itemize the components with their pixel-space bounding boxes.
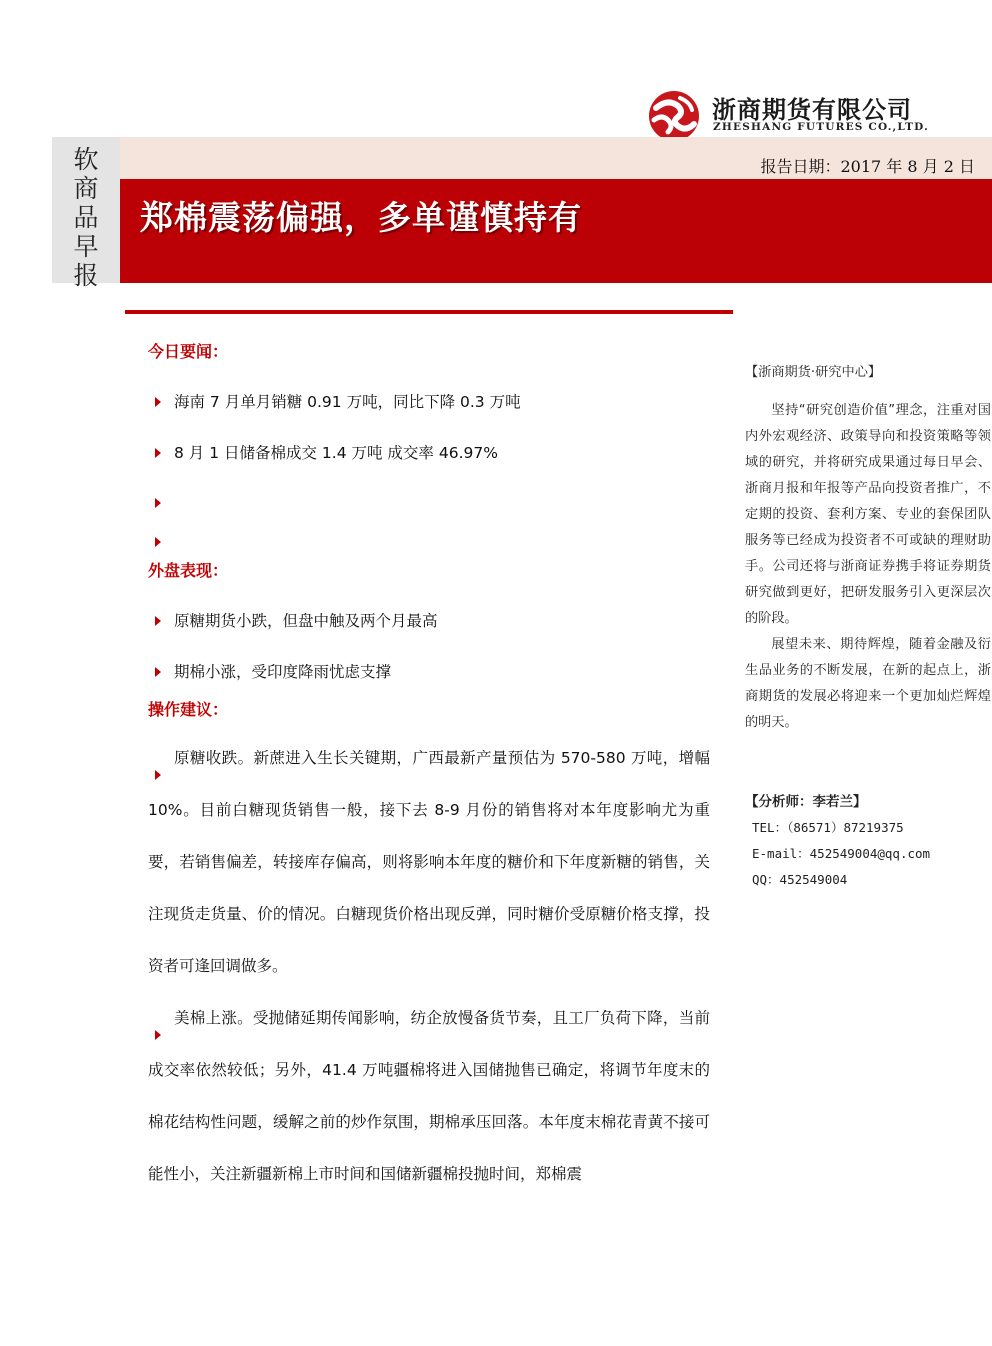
bullet-triangle-icon [155,498,161,508]
analyst-email: E-mail：452549004@qq.com [752,846,931,861]
bullet-triangle-icon [155,1030,161,1040]
report-title: 郑棉震荡偏强，多单谨慎持有 [140,198,582,237]
bullet-triangle-icon [155,397,161,407]
advice-body [148,732,710,1183]
research-center-intro [745,398,991,736]
advice-paragraph-sugar: 原糖收跌。新蔗进入生长关键期，广西最新产量预估为 570-580 万吨，增幅 10%。目前白糖现货销售一般，接下去 8-9 月份的销售将对本年度影响尤为重要，若销售偏差，转接库存偏高，则将影响本年度的糖价和下年度新糖的销售，关注现货走货量、价的情况。白糖现货价格出现反弹，同时糖价受原糖价格支撑，投资者可逢回调做多。 [148,749,710,975]
bullet-triangle-icon [155,537,161,547]
bullet-triangle-icon [155,667,161,677]
news-item: 海南 7 月单月销糖 0.91 万吨，同比下降 0.3 万吨 [148,390,710,441]
bullet-triangle-icon [155,616,161,626]
intro-paragraph: 坚持“研究创造价值”理念，注重对国内外宏观经济、政策导向和投资策略等领域的研究，并将研究成果通过每日早会、浙商月报和年报等产品向投资者推广，不定期的投资、套利方案、专业的套保团队服务等已经成为投资者不可或缺的理财助手。公司还将与浙商证券携手将证券期货研究做到更好，把研发服务引入更深层次的阶段。 [745,403,991,626]
analyst-qq: QQ：452549004 [752,872,848,887]
divider-rule [125,310,733,314]
side-label: 软商品早报 [73,145,99,290]
foreign-item: 期棉小涨，受印度降雨忧虑支撑 [148,660,710,698]
analyst-tel: TEL：（86571）87219375 [752,820,904,835]
bullet-triangle-icon [155,770,161,780]
intro-paragraph: 展望未来、期待辉煌，随着金融及衍生品业务的不断发展，在新的起点上，浙商期货的发展必将迎来一个更加灿烂辉煌的明天。 [745,637,991,730]
analyst-name: 【分析师：李若兰】 [745,794,867,810]
research-center-heading: 【浙商期货·研究中心】 [745,365,882,380]
report-date: 报告日期：2017 年 8 月 2 日 [760,157,975,176]
advice-paragraph-cotton: 美棉上涨。受抛储延期传闻影响，纺企放慢备货节奏，且工厂负荷下降，当前成交率依然较低；另外，41.4 万吨疆棉将进入国储抛售已确定，将调节年度末的棉花结构性问题，缓解之前的炒作氛围，期棉承压回落。本年度末棉花青黄不接可能性小，关注新疆新棉上市时间和国储新疆棉投抛时间，郑棉震 [148,1009,710,1183]
section-heading-advice: 操作建议： [148,700,229,719]
section-heading-foreign: 外盘表现： [148,561,229,580]
bullet-triangle-icon [155,448,161,458]
news-item: 8 月 1 日储备棉成交 1.4 万吨 成交率 46.97% [148,441,710,492]
main-content [148,340,710,1183]
company-name-en: ZHESHANG FUTURES CO.,LTD. [713,121,929,133]
news-item [148,492,710,531]
company-name-cn: 浙商期货有限公司 [712,96,912,124]
company-logo-icon [648,90,700,142]
foreign-item: 原糖期货小跌，但盘中触及两个月最高 [148,609,710,660]
section-heading-news: 今日要闻： [148,342,229,361]
news-item [148,531,710,559]
